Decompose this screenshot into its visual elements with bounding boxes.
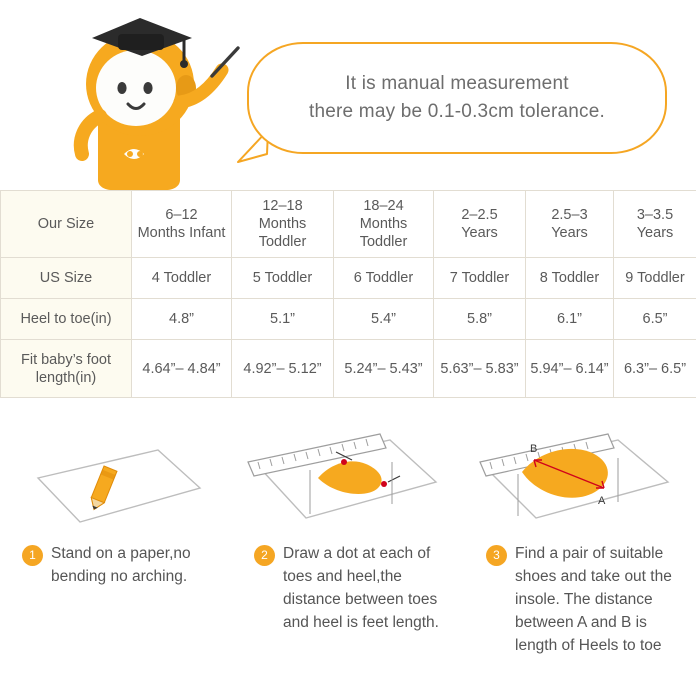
table-row	[1, 340, 696, 398]
step-3-label-a: A	[598, 495, 606, 507]
cell-line-b: Years	[551, 225, 588, 241]
cell-line-b: Years	[636, 225, 674, 241]
step-2-illustration	[240, 418, 456, 542]
table-cell	[334, 191, 434, 258]
bubble-line-1: It is manual measurement	[345, 73, 569, 94]
table-cell: 4.92”– 5.12”	[232, 340, 334, 398]
table-cell: 9 Toddler	[614, 258, 696, 299]
mascot-illustration	[62, 4, 242, 190]
step-3-illustration	[472, 418, 688, 542]
table-cell: 6.5”	[614, 299, 696, 340]
table-cell: 4 Toddler	[132, 258, 232, 299]
cell-line-b: Months Infant	[137, 225, 226, 241]
cell-line-a: 3–3.5	[636, 207, 674, 223]
table-cell: 5.4”	[334, 299, 434, 340]
cell-line-b: Months Toddler	[359, 216, 408, 250]
table-cell: 4.8”	[132, 299, 232, 340]
measure-steps	[0, 398, 696, 657]
step-1-text: Stand on a paper,no bending no arching.	[51, 545, 191, 585]
table-cell: 7 Toddler	[434, 258, 526, 299]
row-label-fit-foot-length	[1, 340, 132, 398]
cell-line-a: 2.5–3	[551, 207, 588, 223]
table-cell: 4.64”– 4.84”	[132, 340, 232, 398]
table-cell: 6.1”	[526, 299, 614, 340]
table-cell: 6.3”– 6.5”	[614, 340, 696, 398]
table-cell: 5.8”	[434, 299, 526, 340]
step-1-caption	[8, 542, 224, 588]
hero-section	[0, 0, 696, 190]
table-cell: 5.24”– 5.43”	[334, 340, 434, 398]
row-label-heel-to-toe: Heel to toe(in)	[1, 299, 132, 340]
step-2	[232, 418, 464, 657]
row-label-us-size: US Size	[1, 258, 132, 299]
table-cell	[614, 191, 696, 258]
cell-line-a: 18–24	[363, 198, 404, 214]
step-1-badge: 1	[22, 545, 43, 566]
size-chart-table	[0, 190, 696, 398]
step-3-text: Find a pair of suitable shoes and take out the insole. The distance between A and B is length of Heels to toe	[515, 545, 672, 654]
cell-line-a: 12–18	[262, 198, 303, 214]
cell-line-a: Fit baby’s foot	[20, 351, 111, 368]
cell-line-b: length(in)	[35, 369, 97, 386]
table-cell	[232, 191, 334, 258]
size-chart-table-wrapper	[0, 190, 696, 398]
table-cell: 5 Toddler	[232, 258, 334, 299]
step-1-illustration	[8, 418, 224, 542]
step-2-badge: 2	[254, 545, 275, 566]
table-cell: 5.63”– 5.83”	[434, 340, 526, 398]
step-3-caption	[472, 542, 688, 657]
step-2-text: Draw a dot at each of toes and heel,the distance between toes and heel is feet length.	[283, 545, 439, 631]
table-cell: 6 Toddler	[334, 258, 434, 299]
step-3	[464, 418, 696, 657]
cell-line-b: Years	[461, 225, 498, 241]
table-cell: 8 Toddler	[526, 258, 614, 299]
table-cell	[132, 191, 232, 258]
table-row	[1, 299, 696, 340]
cell-line-a: 2–2.5	[461, 207, 498, 223]
row-label-our-size: Our Size	[1, 191, 132, 258]
step-2-caption	[240, 542, 456, 634]
table-row	[1, 258, 696, 299]
table-cell: 5.94”– 6.14”	[526, 340, 614, 398]
table-cell	[434, 191, 526, 258]
step-3-label-b: B	[530, 443, 538, 455]
table-cell	[526, 191, 614, 258]
step-1	[0, 418, 232, 657]
cell-line-a: 6–12	[165, 207, 198, 223]
bubble-line-2: there may be 0.1-0.3cm tolerance.	[309, 101, 605, 122]
step-3-badge: 3	[486, 545, 507, 566]
speech-bubble	[247, 42, 667, 154]
table-cell: 5.1”	[232, 299, 334, 340]
table-row	[1, 191, 696, 258]
cell-line-b: Months Toddler	[258, 216, 307, 250]
